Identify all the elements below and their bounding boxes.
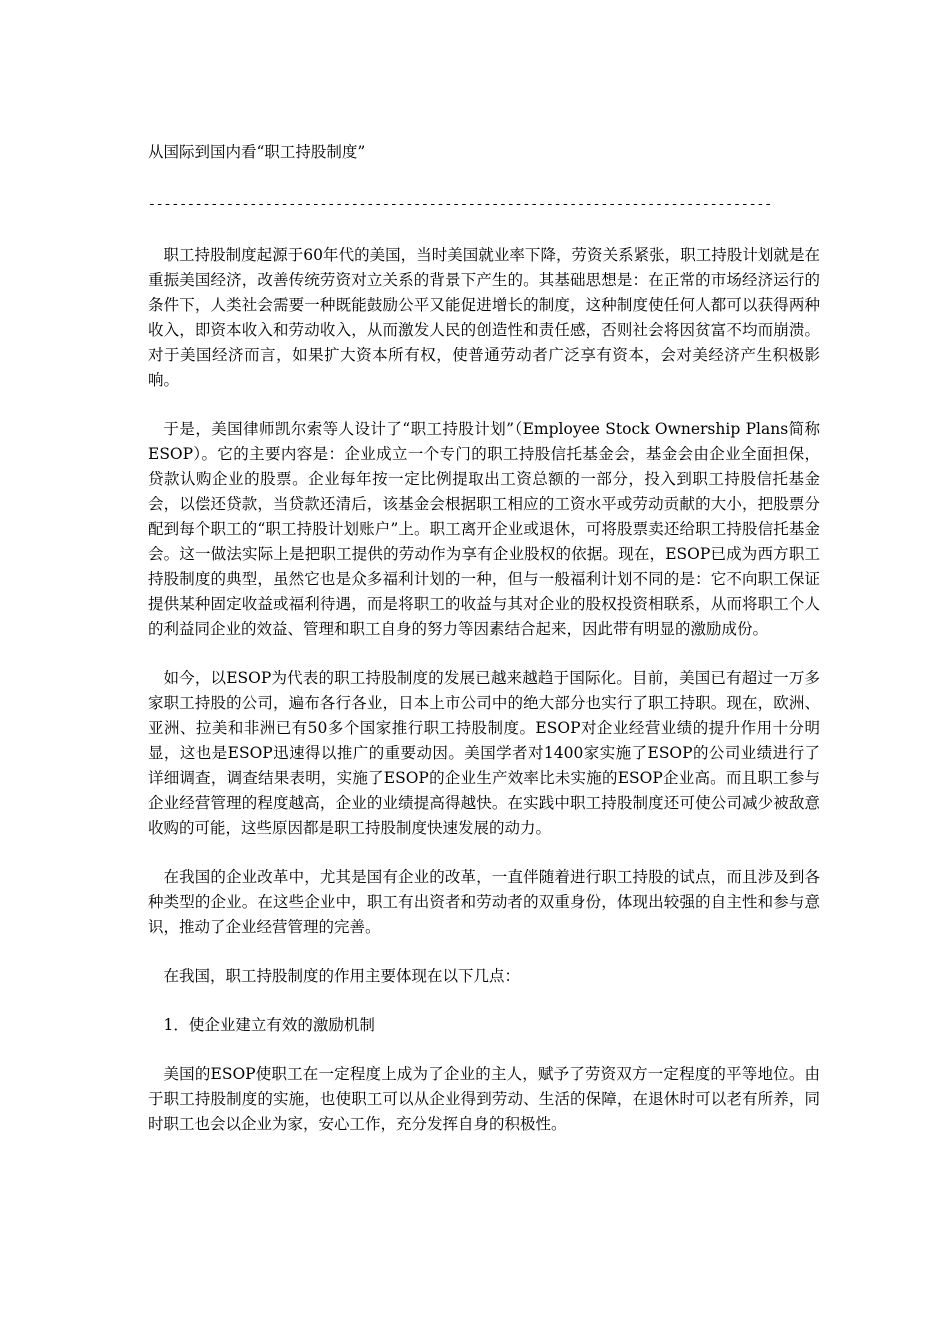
spacer <box>148 217 820 243</box>
document-title: 从国际到国内看“职工持股制度” <box>148 143 366 161</box>
spacer <box>148 940 820 964</box>
separator-line: -------------------------------------------------------------------------------- <box>148 197 773 212</box>
paragraph-internationalization: 如今，以ESOP为代表的职工持股制度的发展已越来越趋于国际化。目前，美国已有超过一万多家职工持股的公司，遍布各行各业，日本上市公司中的绝大部分也实行了职工持职。现在，欧洲、亚洲、拉美和非洲已有50多个国家推行职工持股制度。ESOP对企业经营业绩的提升作用十分明显，这也是ESOP迅速得以推广的重要动因。美国学者对1400家实施了ESOP的公司业绩进行了详细调查，调查结果表明，实施了ESOP的企业生产效率比未实施的ESOP企业高。而且职工参与企业经营管理的程度越高，企业的业绩提高得越快。在实践中职工持股制度还可使公司减少被敌意收购的可能，这些原因都是职工持股制度快速发展的动力。 <box>148 669 820 837</box>
spacer <box>148 393 820 417</box>
document-page <box>148 140 820 1137</box>
spacer <box>148 989 820 1013</box>
paragraph-roles-intro: 在我国，职工持股制度的作用主要体现在以下几点： <box>163 967 521 985</box>
paragraph-origin: 职工持股制度起源于60年代的美国，当时美国就业率下降，劳资关系紧张，职工持股计划就是在重振美国经济，改善传统劳资对立关系的背景下产生的。其基础思想是：在正常的市场经济运行的条件下，人类社会需要一种既能鼓励公平又能促进增长的制度，这种制度使任何人都可以获得两种收入，即资本收入和劳动收入，从而激发人民的创造性和责任感，否则社会将因贫富不均而崩溃。对于美国经济而言，如果扩大资本所有权，使普通劳动者广泛享有资本，会对美经济产生积极影响。 <box>148 246 820 389</box>
section-heading-incentive: 1．使企业建立有效的激励机制 <box>163 1016 375 1034</box>
spacer <box>148 841 820 865</box>
spacer <box>148 1038 820 1062</box>
paragraph-esop-design: 于是，美国律师凯尔索等人设计了“职工持股计划”（Employee Stock Ownership Plans简称ESOP）。它的主要内容是：企业成立一个专门的职工持股信托基金会，基金会由企业全面担保，贷款认购企业的股票。企业每年按一定比例提取出工资总额的一部分，投入到职工持股信托基金会，以偿还贷款，当贷款还清后，该基金会根据职工相应的工资水平或劳动贡献的大小，把股票分配到每个职工的“职工持股计划账户”上。职工离开企业或退休，可将股票卖还给职工持股信托基金会。这一做法实际上是把职工提供的劳动作为享有企业股权的依据。现在，ESOP已成为西方职工持股制度的典型，虽然它也是众多福利计划的一种，但与一般福利计划不同的是：它不向职工保证提供某种固定收益或福利待遇，而是将职工的收益与其对企业的股权投资相联系，从而将职工个人的利益同企业的效益、管理和职工自身的努力等因素结合起来，因此带有明显的激励成份。 <box>148 420 820 638</box>
paragraph-incentive: 美国的ESOP使职工在一定程度上成为了企业的主人，赋予了劳资双方一定程度的平等地位。由于职工持股制度的实施，也使职工可以从企业得到劳动、生活的保障，在退休时可以老有所养，同时职工也会以企业为家，安心工作，充分发挥自身的积极性。 <box>148 1065 820 1133</box>
paragraph-china-reform: 在我国的企业改革中，尤其是国有企业的改革，一直伴随着进行职工持股的试点，而且涉及到各种类型的企业。在这些企业中，职工有出资者和劳动者的双重身份，体现出较强的自主性和参与意识，推动了企业经营管理的完善。 <box>148 868 820 936</box>
spacer <box>148 642 820 666</box>
